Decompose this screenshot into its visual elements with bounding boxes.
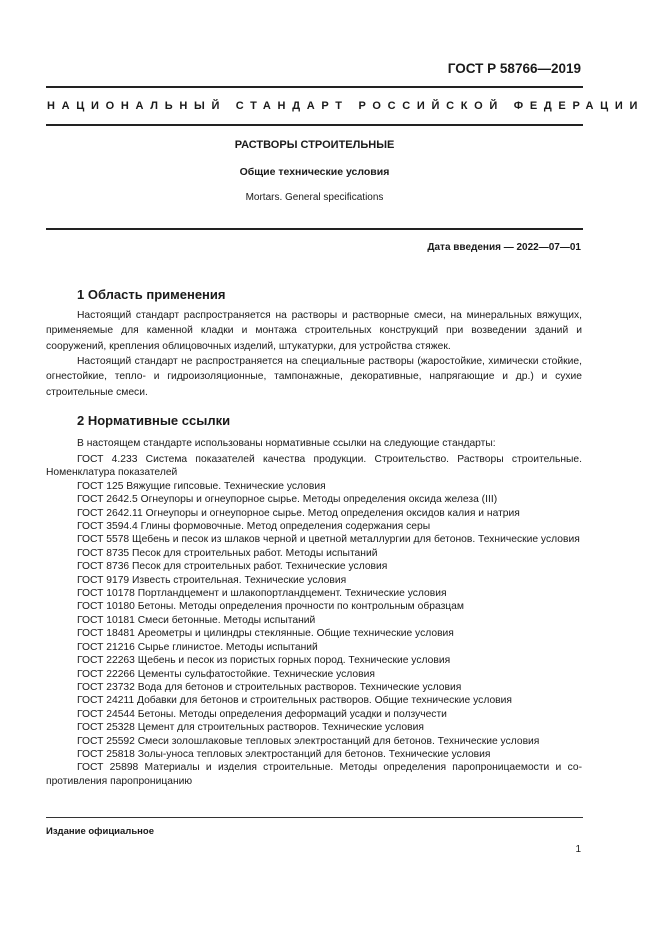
normative-references-list bbox=[46, 453, 582, 788]
document-title: РАСТВОРЫ СТРОИТЕЛЬНЫЕ bbox=[234, 139, 395, 151]
reference-item: ГОСТ 8736 Песок для строительных работ. Технические условия bbox=[77, 561, 388, 573]
reference-item: ГОСТ 9179 Известь строительная. Технические условия bbox=[77, 574, 347, 586]
english-title: Mortars. General specifications bbox=[245, 192, 384, 203]
reference-item: ГОСТ 18481 Ареометры и цилиндры стеклянные. Общие технические условия bbox=[77, 628, 454, 640]
title-block-rule bbox=[46, 228, 583, 230]
reference-item: ГОСТ 22263 Щебень и песок из пористых горных пород. Технические условия bbox=[77, 655, 451, 667]
section-2-intro: В настоящем стандарте использованы нормативные ссылки на следующие стандарты: bbox=[77, 438, 496, 449]
reference-item: ГОСТ 21216 Сырье глинистое. Методы испытаний bbox=[77, 641, 318, 653]
reference-item: ГОСТ 3594.4 Глины формовочные. Метод определения содержания серы bbox=[77, 521, 431, 533]
introduction-date: Дата введения — 2022—07—01 bbox=[427, 242, 581, 253]
reference-item: ГОСТ 2642.5 Огнеупоры и огнеупорное сырье. Методы определения оксида железа (III) bbox=[77, 494, 498, 506]
official-edition-label: Издание официальное bbox=[46, 826, 154, 837]
reference-item: ГОСТ 24211 Добавки для бетонов и строительных растворов. Общие технические условия bbox=[77, 695, 512, 707]
reference-item: ГОСТ 25328 Цемент для строительных растворов. Технические условия bbox=[77, 722, 424, 734]
reference-item: ГОСТ 25818 Золы-уноса тепловых электростанций для бетонов. Технические условия bbox=[77, 748, 491, 760]
standard-banner: НАЦИОНАЛЬНЫЙ СТАНДАРТ РОССИЙСКОЙ ФЕДЕРАЦИИ bbox=[47, 100, 645, 112]
document-subtitle: Общие технические условия bbox=[239, 166, 390, 178]
section-1-paragraph-1: Настоящий стандарт распространяется на растворы и растворные смеси, на минеральных вяжущих, применяемые для каменной кладки и монтажа строительных конструкций при возведении зданий и сооружений, крепления облицовочных изделий, штукатурки, для устройства стяжек. bbox=[46, 310, 582, 352]
reference-item: ГОСТ 25592 Смеси золошлаковые тепловых электростанций для бетонов. Технические условия bbox=[77, 735, 540, 747]
reference-item: ГОСТ 5578 Щебень и песок из шлаков черной и цветной металлургии для бетонов. Технические условия bbox=[77, 534, 580, 546]
section-1-paragraph-2: Настоящий стандарт не распространяется на специальные растворы (жаростойкие, химически стойкие, огнестойкие, тепло- и гидроизоляционные, тампонажные, декоративные, напрягающие и др.) и сухие строительные смеси. bbox=[46, 356, 582, 398]
section-1-heading: 1 Область применения bbox=[77, 287, 226, 302]
reference-item: ГОСТ 125 Вяжущие гипсовые. Технические условия bbox=[77, 480, 326, 492]
reference-item: ГОСТ 10178 Портландцемент и шлакопортландцемент. Технические условия bbox=[77, 588, 447, 600]
reference-item: ГОСТ 10181 Смеси бетонные. Методы испытаний bbox=[77, 614, 316, 626]
reference-item: ГОСТ 23732 Вода для бетонов и строительных растворов. Технические условия bbox=[77, 681, 462, 693]
header-rule bbox=[46, 86, 583, 88]
document-code: ГОСТ Р 58766—2019 bbox=[447, 61, 581, 76]
reference-item: ГОСТ 4.233 Система показателей качества продукции. Строительство. Растворы строительные. Номенклатура показателей bbox=[46, 454, 582, 479]
reference-item: ГОСТ 24544 Бетоны. Методы определения деформаций усадки и ползучести bbox=[77, 708, 447, 720]
reference-item: ГОСТ 8735 Песок для строительных работ. Методы испытаний bbox=[77, 547, 378, 559]
reference-item: ГОСТ 25898 Материалы и изделия строительные. Методы определения паропроницаемости и сопротивления паропроницанию bbox=[46, 762, 582, 787]
reference-item: ГОСТ 22266 Цементы сульфатостойкие. Технические условия bbox=[77, 668, 375, 680]
footer-rule bbox=[46, 817, 583, 818]
section-2-heading: 2 Нормативные ссылки bbox=[77, 413, 231, 428]
reference-item: ГОСТ 2642.11 Огнеупоры и огнеупорное сырье. Метод определения оксидов калия и натрия bbox=[77, 507, 520, 519]
page-number: 1 bbox=[575, 844, 581, 855]
banner-rule bbox=[46, 124, 583, 126]
reference-item: ГОСТ 10180 Бетоны. Методы определения прочности по контрольным образцам bbox=[77, 601, 464, 613]
